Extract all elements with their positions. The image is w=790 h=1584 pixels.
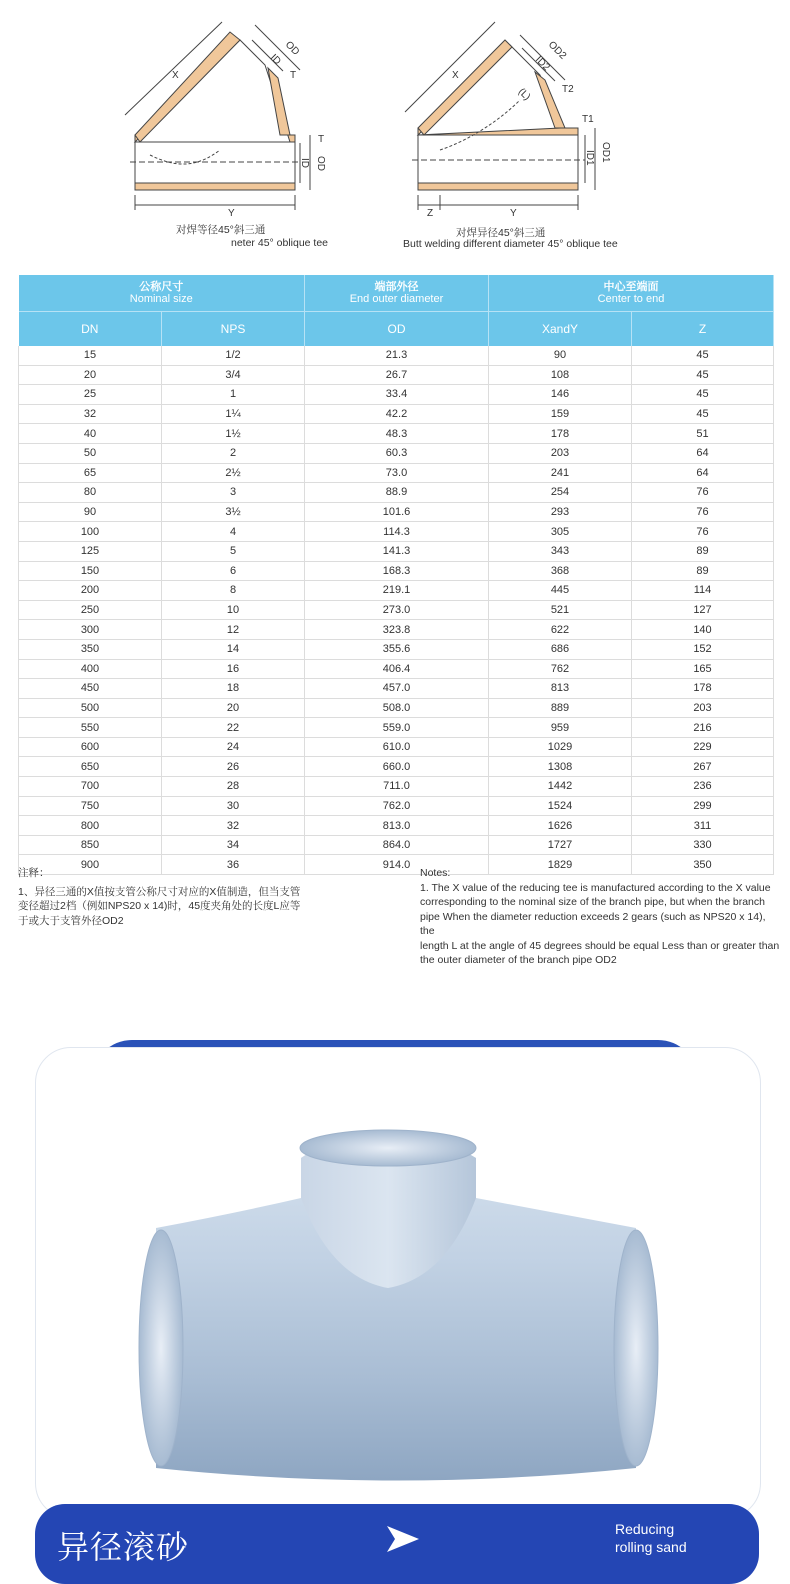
header-nominal-size xyxy=(19,275,305,312)
cell-dn: 32 xyxy=(19,404,162,424)
cell-od: 660.0 xyxy=(305,757,489,777)
label-id1: ID1 xyxy=(584,150,595,166)
cell-x-and-y: 343 xyxy=(489,541,632,561)
cell-z: 127 xyxy=(632,600,774,620)
cell-z: 216 xyxy=(632,718,774,738)
banner-title-en-line2: rolling sand xyxy=(615,1539,687,1555)
cell-z: 350 xyxy=(632,855,774,875)
cell-nps: 20 xyxy=(162,698,305,718)
cell-od: 168.3 xyxy=(305,561,489,581)
cell-dn: 800 xyxy=(19,816,162,836)
header-center-to-end-zh: 中心至端面 xyxy=(603,281,659,293)
cell-od: 219.1 xyxy=(305,581,489,601)
label-y-right: Y xyxy=(510,208,517,219)
equal-tee-diagram xyxy=(125,22,310,210)
cell-x-and-y: 1442 xyxy=(489,777,632,797)
cell-nps: 30 xyxy=(162,796,305,816)
cell-dn: 80 xyxy=(19,483,162,503)
cell-dn: 25 xyxy=(19,385,162,405)
header-end-outer-diameter-en: End outer diameter xyxy=(349,293,444,305)
notes-en-line: the outer diameter of the branch pipe OD2 xyxy=(420,954,617,966)
table-row xyxy=(19,463,774,483)
cell-nps: 32 xyxy=(162,816,305,836)
col-header-od: OD xyxy=(305,312,489,347)
cell-nps: 16 xyxy=(162,659,305,679)
table-row xyxy=(19,777,774,797)
header-center-to-end-en: Center to end xyxy=(597,293,665,305)
cell-nps: 24 xyxy=(162,737,305,757)
cell-dn: 450 xyxy=(19,679,162,699)
cell-z: 76 xyxy=(632,483,774,503)
cell-dn: 550 xyxy=(19,718,162,738)
cell-od: 762.0 xyxy=(305,796,489,816)
cell-z: 267 xyxy=(632,757,774,777)
label-id-left: ID xyxy=(267,52,283,68)
cell-x-and-y: 241 xyxy=(489,463,632,483)
cell-od: 42.2 xyxy=(305,404,489,424)
cell-x-and-y: 1308 xyxy=(489,757,632,777)
cell-x-and-y: 813 xyxy=(489,679,632,699)
label-od-right-left: OD xyxy=(315,156,326,171)
col-header-x-and-y: XandY xyxy=(489,312,632,347)
cell-od: 60.3 xyxy=(305,443,489,463)
table-row xyxy=(19,835,774,855)
table-row xyxy=(19,541,774,561)
cell-x-and-y: 178 xyxy=(489,424,632,444)
header-end-outer-diameter-zh: 端部外径 xyxy=(374,281,419,293)
label-x-left: X xyxy=(172,70,179,81)
cell-z: 178 xyxy=(632,679,774,699)
table-row xyxy=(19,679,774,699)
product-photo-card xyxy=(35,1047,761,1519)
cell-od: 914.0 xyxy=(305,855,489,875)
cell-dn: 15 xyxy=(19,346,162,365)
table-row xyxy=(19,600,774,620)
cell-nps: 6 xyxy=(162,561,305,581)
notes-zh-line: 注释： xyxy=(18,867,50,879)
cell-x-and-y: 293 xyxy=(489,502,632,522)
notes-en-line: corresponding to the nominal size of the branch pipe, but when the branch xyxy=(420,896,765,908)
table-row xyxy=(19,620,774,640)
cell-nps: 1 xyxy=(162,385,305,405)
notes-en-line: pipe When the diameter reduction exceeds 2 gears (such as NPS20 x 14), the xyxy=(420,910,766,937)
table-row xyxy=(19,346,774,365)
banner-title-zh: 异径滚砂 xyxy=(57,1529,190,1565)
cell-x-and-y: 521 xyxy=(489,600,632,620)
label-x-right: X xyxy=(452,70,459,81)
cell-od: 711.0 xyxy=(305,777,489,797)
cell-x-and-y: 1626 xyxy=(489,816,632,836)
cell-x-and-y: 203 xyxy=(489,443,632,463)
cell-nps: 12 xyxy=(162,620,305,640)
cell-dn: 200 xyxy=(19,581,162,601)
cell-dn: 300 xyxy=(19,620,162,640)
cell-nps: 10 xyxy=(162,600,305,620)
header-center-to-end xyxy=(489,275,774,312)
cell-nps: 34 xyxy=(162,835,305,855)
notes-chinese xyxy=(18,866,338,928)
cell-z: 45 xyxy=(632,346,774,365)
caption-reducing-tee-zh: 对焊异径45°斜三通 xyxy=(456,227,546,239)
table-row xyxy=(19,443,774,463)
label-od2: OD2 xyxy=(545,39,569,62)
cell-z: 330 xyxy=(632,835,774,855)
cell-dn: 50 xyxy=(19,443,162,463)
cell-nps: 3/4 xyxy=(162,365,305,385)
label-z: Z xyxy=(427,208,434,219)
cell-z: 45 xyxy=(632,385,774,405)
cell-od: 406.4 xyxy=(305,659,489,679)
cell-dn: 125 xyxy=(19,541,162,561)
banner-title-en-line1: Reducing xyxy=(615,1521,675,1537)
cell-z: 236 xyxy=(632,777,774,797)
cell-x-and-y: 1029 xyxy=(489,737,632,757)
cell-x-and-y: 368 xyxy=(489,561,632,581)
cell-dn: 850 xyxy=(19,835,162,855)
cell-z: 152 xyxy=(632,639,774,659)
table-row xyxy=(19,737,774,757)
label-t2: T2 xyxy=(562,84,574,95)
notes-en-line: Notes: xyxy=(420,867,451,879)
cell-z: 45 xyxy=(632,365,774,385)
table-row xyxy=(19,424,774,444)
cell-z: 64 xyxy=(632,463,774,483)
cell-z: 311 xyxy=(632,816,774,836)
cell-dn: 600 xyxy=(19,737,162,757)
cell-nps: 1/2 xyxy=(162,346,305,365)
table-row xyxy=(19,816,774,836)
cell-od: 26.7 xyxy=(305,365,489,385)
cell-od: 323.8 xyxy=(305,620,489,640)
table-row xyxy=(19,659,774,679)
banner-title-en xyxy=(615,1520,687,1556)
notes-en-line: length L at the angle of 45 degrees should be equal Less than or greater than xyxy=(420,939,780,952)
label-t-right-left: T xyxy=(318,134,325,145)
cell-dn: 250 xyxy=(19,600,162,620)
table-row xyxy=(19,718,774,738)
table-row xyxy=(19,757,774,777)
header-nominal-size-en: Nominal size xyxy=(129,293,193,305)
label-id2: ID2 xyxy=(532,54,552,74)
cell-x-and-y: 1829 xyxy=(489,855,632,875)
cell-x-and-y: 622 xyxy=(489,620,632,640)
table-row xyxy=(19,522,774,542)
notes-english xyxy=(420,866,780,968)
cell-dn: 750 xyxy=(19,796,162,816)
cell-z: 165 xyxy=(632,659,774,679)
cell-od: 73.0 xyxy=(305,463,489,483)
label-y-left: Y xyxy=(228,208,235,219)
cell-x-and-y: 686 xyxy=(489,639,632,659)
cell-nps: 26 xyxy=(162,757,305,777)
caption-equal-tee-en: neter 45° oblique tee xyxy=(231,237,329,249)
cell-dn: 900 xyxy=(19,855,162,875)
cell-x-and-y: 762 xyxy=(489,659,632,679)
label-t1: T1 xyxy=(582,114,594,125)
cell-x-and-y: 146 xyxy=(489,385,632,405)
tee-diagrams xyxy=(0,0,790,270)
cell-z: 114 xyxy=(632,581,774,601)
table-row xyxy=(19,385,774,405)
table-row xyxy=(19,561,774,581)
cell-z: 299 xyxy=(632,796,774,816)
cell-od: 508.0 xyxy=(305,698,489,718)
cell-od: 610.0 xyxy=(305,737,489,757)
cell-od: 273.0 xyxy=(305,600,489,620)
cell-od: 48.3 xyxy=(305,424,489,444)
cell-nps: 18 xyxy=(162,679,305,699)
table-body xyxy=(19,346,774,875)
cell-od: 864.0 xyxy=(305,835,489,855)
cell-z: 45 xyxy=(632,404,774,424)
label-od1: OD1 xyxy=(600,142,611,163)
cell-x-and-y: 959 xyxy=(489,718,632,738)
label-t-left: T xyxy=(290,70,297,81)
notes-zh-line: 变径超过2档（例如NPS20 x 14)时，45度夹角处的长度L应等 xyxy=(18,900,301,912)
cell-z: 89 xyxy=(632,541,774,561)
table-row xyxy=(19,698,774,718)
cell-x-and-y: 1524 xyxy=(489,796,632,816)
cell-x-and-y: 159 xyxy=(489,404,632,424)
cell-z: 76 xyxy=(632,522,774,542)
cell-dn: 90 xyxy=(19,502,162,522)
cell-x-and-y: 108 xyxy=(489,365,632,385)
cell-nps: 2 xyxy=(162,443,305,463)
cell-dn: 100 xyxy=(19,522,162,542)
cell-dn: 700 xyxy=(19,777,162,797)
dimension-table xyxy=(18,275,774,875)
header-end-outer-diameter xyxy=(305,275,489,312)
cell-od: 457.0 xyxy=(305,679,489,699)
cell-x-and-y: 305 xyxy=(489,522,632,542)
col-header-nps: NPS xyxy=(162,312,305,347)
cell-dn: 20 xyxy=(19,365,162,385)
cell-dn: 650 xyxy=(19,757,162,777)
product-banner xyxy=(35,1504,759,1584)
cell-nps: 28 xyxy=(162,777,305,797)
header-nominal-size-zh: 公称尺寸 xyxy=(139,281,184,293)
cell-z: 229 xyxy=(632,737,774,757)
table-row xyxy=(19,404,774,424)
cell-od: 141.3 xyxy=(305,541,489,561)
cell-x-and-y: 254 xyxy=(489,483,632,503)
cell-z: 76 xyxy=(632,502,774,522)
cell-dn: 65 xyxy=(19,463,162,483)
cell-dn: 500 xyxy=(19,698,162,718)
cell-dn: 350 xyxy=(19,639,162,659)
caption-equal-tee-zh: 对焊等径45°斜三通 xyxy=(176,224,266,236)
cell-od: 114.3 xyxy=(305,522,489,542)
cell-x-and-y: 90 xyxy=(489,346,632,365)
reducing-tee-diagram xyxy=(405,22,595,210)
cell-nps: 1¼ xyxy=(162,404,305,424)
cell-nps: 1½ xyxy=(162,424,305,444)
caption-reducing-tee-en: Butt welding different diameter 45° oblique tee xyxy=(403,238,618,250)
cell-nps: 3½ xyxy=(162,502,305,522)
cell-nps: 4 xyxy=(162,522,305,542)
cell-dn: 150 xyxy=(19,561,162,581)
cell-od: 813.0 xyxy=(305,816,489,836)
cell-z: 89 xyxy=(632,561,774,581)
cell-od: 355.6 xyxy=(305,639,489,659)
cell-x-and-y: 889 xyxy=(489,698,632,718)
table-row xyxy=(19,639,774,659)
cell-od: 559.0 xyxy=(305,718,489,738)
notes-en-line: 1. The X value of the reducing tee is manufactured according to the X value xyxy=(420,881,771,894)
notes-zh-line: 1、异径三通的X值按支管公称尺寸对应的X值制造，但当支管 xyxy=(18,885,301,898)
cell-nps: 22 xyxy=(162,718,305,738)
label-id-right-left: ID xyxy=(299,158,310,168)
arrow-right-icon xyxy=(385,1524,421,1554)
table-row xyxy=(19,581,774,601)
cell-nps: 3 xyxy=(162,483,305,503)
cell-nps: 36 xyxy=(162,855,305,875)
cell-z: 203 xyxy=(632,698,774,718)
cell-od: 21.3 xyxy=(305,346,489,365)
table-row xyxy=(19,502,774,522)
cell-nps: 5 xyxy=(162,541,305,561)
cell-od: 101.6 xyxy=(305,502,489,522)
label-od-left: OD xyxy=(282,39,302,58)
cell-od: 33.4 xyxy=(305,385,489,405)
cell-z: 51 xyxy=(632,424,774,444)
cell-dn: 40 xyxy=(19,424,162,444)
cell-od: 88.9 xyxy=(305,483,489,503)
notes-zh-line: 于或大于支管外径OD2 xyxy=(18,914,124,927)
table-row xyxy=(19,365,774,385)
cell-dn: 400 xyxy=(19,659,162,679)
cell-x-and-y: 1727 xyxy=(489,835,632,855)
reducing-tee-photo xyxy=(36,1048,760,1518)
table-row xyxy=(19,796,774,816)
cell-nps: 2½ xyxy=(162,463,305,483)
cell-nps: 8 xyxy=(162,581,305,601)
table-row xyxy=(19,483,774,503)
col-header-dn: DN xyxy=(19,312,162,347)
col-header-z: Z xyxy=(632,312,774,347)
cell-x-and-y: 445 xyxy=(489,581,632,601)
cell-z: 140 xyxy=(632,620,774,640)
cell-nps: 14 xyxy=(162,639,305,659)
cell-z: 64 xyxy=(632,443,774,463)
label-l: (L) xyxy=(515,86,533,103)
